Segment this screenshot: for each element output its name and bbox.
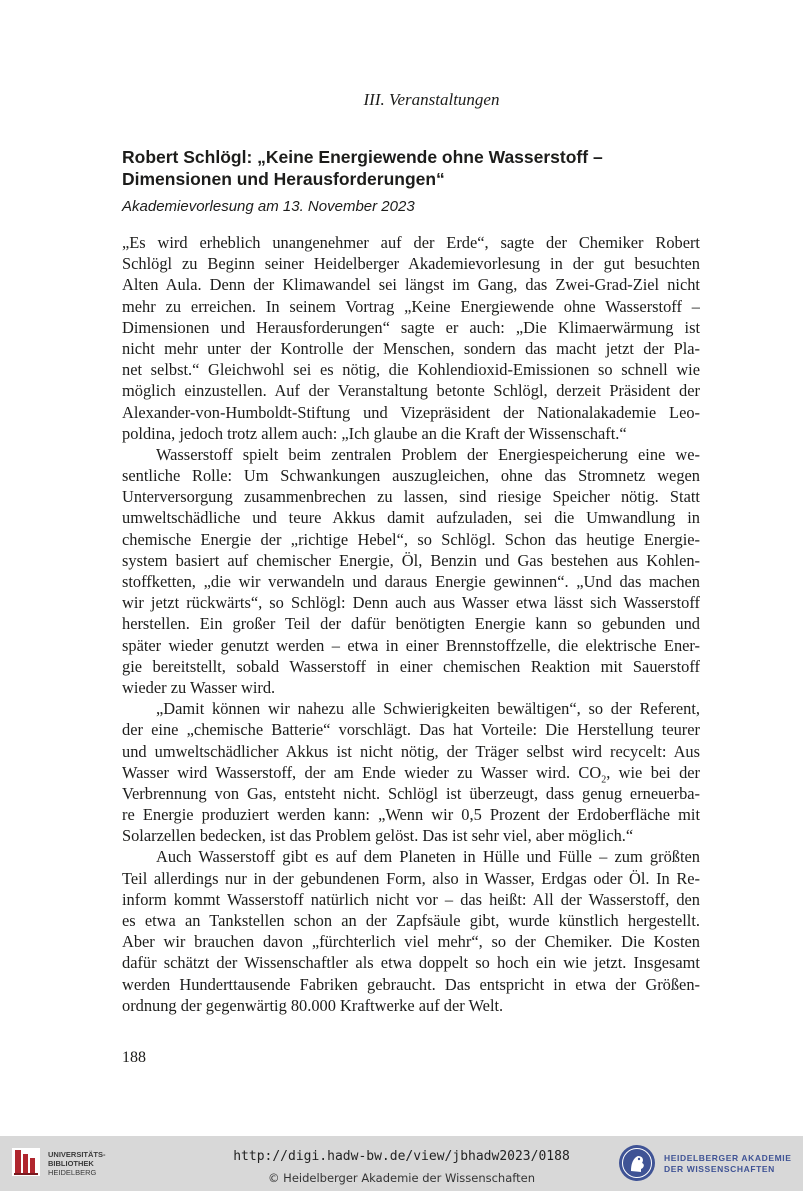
text-line: „Damit können wir nahezu alle Schwierigkeiten bewältigen“, so der Referent, [156, 699, 700, 719]
text-line: poldina, jedoch trotz allem auch: „Ich glaube an die Kraft der Wissenschaft.“ [122, 423, 627, 443]
text-line: wir jetzt rückwärts“, so Schlögl: Denn auch aus Wasser etwa lässt sich Wasserstoff [122, 593, 700, 613]
paragraph-3 [122, 698, 700, 846]
viewer-footer [0, 1136, 803, 1191]
academy-logo-text [664, 1153, 792, 1175]
title-line: Dimensionen und Herausforderungen“ [122, 169, 445, 189]
text-line: und umweltschädlicher Akkus ist nicht nötig, der Träger selbst wird recycelt: Aus [122, 741, 700, 761]
page-number: 188 [122, 1049, 146, 1066]
text-line: später wieder genutzt werden – etwa in einer Brennstoffzelle, die elektrische Ener- [122, 635, 700, 655]
article-body [122, 232, 700, 1016]
text-line: Schlögl zu Beginn seiner Heidelberger Akademievorlesung in der gut besuchten [122, 254, 700, 274]
co2-subscript: 2 [601, 773, 607, 783]
text-line-co2 [122, 762, 700, 783]
text-line: Teil allerdings nur in der gebundenen Form, also in Wasser, Erdgas oder Öl. In Re- [122, 868, 700, 888]
text-line: Auch Wasserstoff gibt es auf dem Planeten in Hülle und Fülle – zum größten [156, 847, 700, 867]
paragraph-4 [122, 846, 700, 1016]
title-line: Robert Schlögl: „Keine Energiewende ohne Wasserstoff – [122, 147, 603, 167]
text-line: der eine „chemische Batterie“ vorschlägt. Das hat Vorteile: Die Herstellung teurer [122, 720, 700, 740]
text-line: inform kommt Wasserstoff natürlich nicht vor – das heißt: All der Wasserstoff, den [122, 889, 700, 909]
copyright-notice: © Heidelberger Akademie der Wissenschaften [268, 1171, 535, 1185]
text-line: nicht mehr unter der Kontrolle der Menschen, sondern das macht jetzt der Pla- [122, 338, 700, 358]
article-subtitle: Akademievorlesung am 13. November 2023 [122, 198, 415, 215]
academy-logo[interactable] [618, 1142, 798, 1184]
library-logo-line: HEIDELBERG [48, 1168, 97, 1177]
text-line: gie bereitstellt, sobald Wasserstoff in einer chemischen Reaktion mit Sauerstoff [122, 656, 700, 676]
text-line: herstellen. Ein großer Teil der dafür benötigten Energie kann so gebunden und [122, 614, 700, 634]
article-header [122, 146, 682, 215]
running-head: III. Veranstaltungen [363, 90, 500, 109]
text-line: re Energie produziert werden kann: „Wenn wir 0,5 Prozent der Erdoberfläche mit [122, 805, 700, 825]
text-line: system basiert auf chemischer Energie, Öl, Benzin und Gas bestehen aus Kohlen- [122, 550, 700, 570]
text-line: mehr zu erreichen. In seinem Vortrag „Keine Energiewende ohne Wasserstoff – [122, 296, 700, 316]
text-line: Unterversorgung zusammenbrechen zu lassen, sind riesige Speicher nötig. Statt [122, 487, 700, 507]
text-line: sentliche Rolle: Um Schwankungen auszugleichen, ohne das Stromnetz wegen [122, 466, 700, 486]
academy-logo-line: DER WISSENSCHAFTEN [664, 1164, 775, 1174]
text-line: werden Hunderttausende Fabriken gebraucht. Das entspricht in etwa der Größen- [122, 974, 700, 994]
library-logo-line: BIBLIOTHEK [48, 1159, 94, 1168]
text-line: Verbrennung von Gas, entsteht nicht. Schlögl ist überzeugt, dass genug erneuerba- [122, 783, 700, 803]
text-line: ordnung der gegenwärtig 80.000 Kraftwerke auf der Welt. [122, 995, 504, 1015]
text-line: Solarzellen bedecken, ist das Problem gelöst. Das ist sehr viel, aber möglich.“ [122, 826, 634, 846]
text-line: Wasserstoff spielt beim zentralen Problem der Energiespeicherung eine we- [156, 444, 700, 464]
co2-line-start: Wasser wird Wasserstoff, der am Ende wieder zu Wasser wird. CO [122, 762, 602, 782]
co2-line-end: , wie bei der [606, 762, 700, 782]
article-title [122, 146, 682, 190]
text-line: dafür schätzt der Wissenschaftler als etwa doppelt so hoch ein wie jetzt. Insgesamt [122, 953, 700, 973]
paragraph-2 [122, 444, 700, 698]
text-line: net selbst.“ Gleichwohl sei es nötig, die Kohlendioxid-Emissionen so schnell wie [122, 360, 700, 380]
library-logo-line: UNIVERSITÄTS- [48, 1150, 106, 1159]
academy-logo-line: HEIDELBERGER AKADEMIE [664, 1153, 792, 1163]
permalink-url[interactable]: http://digi.hadw-bw.de/view/jbhadw2023/0188 [233, 1149, 570, 1164]
text-line: umweltschädliche und teure Akkus damit aufzuladen, sei die Umwandlung in [122, 508, 700, 528]
text-line: möglich einzustellen. Auf der Veranstaltung betonte Schlögl, derzeit Präsident der [122, 381, 700, 401]
text-line: „Es wird erheblich unangenehmer auf der Erde“, sagte der Chemiker Robert [122, 233, 700, 252]
text-line: es etwa an Tankstellen schon an der Zapfsäule gibt, wurde künstlich hergestellt. [122, 911, 700, 930]
academy-seal-icon [618, 1144, 656, 1182]
text-line: Alexander-von-Humboldt-Stiftung und Vizepräsident der Nationalakademie Leo- [122, 402, 700, 422]
text-line: Dimensionen und Herausforderungen“ sagte er auch: „Die Klimaerwärmung ist [122, 317, 700, 337]
text-line: stoffketten, „die wir verwandeln und daraus Energie gewinnen“. „Und das machen [122, 572, 700, 591]
paragraph-1 [122, 232, 700, 444]
text-line: Aber wir brauchen davon „fürchterlich viel mehr“, so der Chemiker. Die Kosten [122, 932, 700, 952]
text-line: wieder zu Wasser wird. [122, 677, 276, 697]
text-line: chemische Energie der „richtige Hebel“, so Schlögl. Schon das heutige Energie- [122, 529, 700, 549]
text-line: Alten Aula. Denn der Klimawandel sei längst im Gang, das Zwei-Grad-Ziel nicht [122, 275, 700, 295]
